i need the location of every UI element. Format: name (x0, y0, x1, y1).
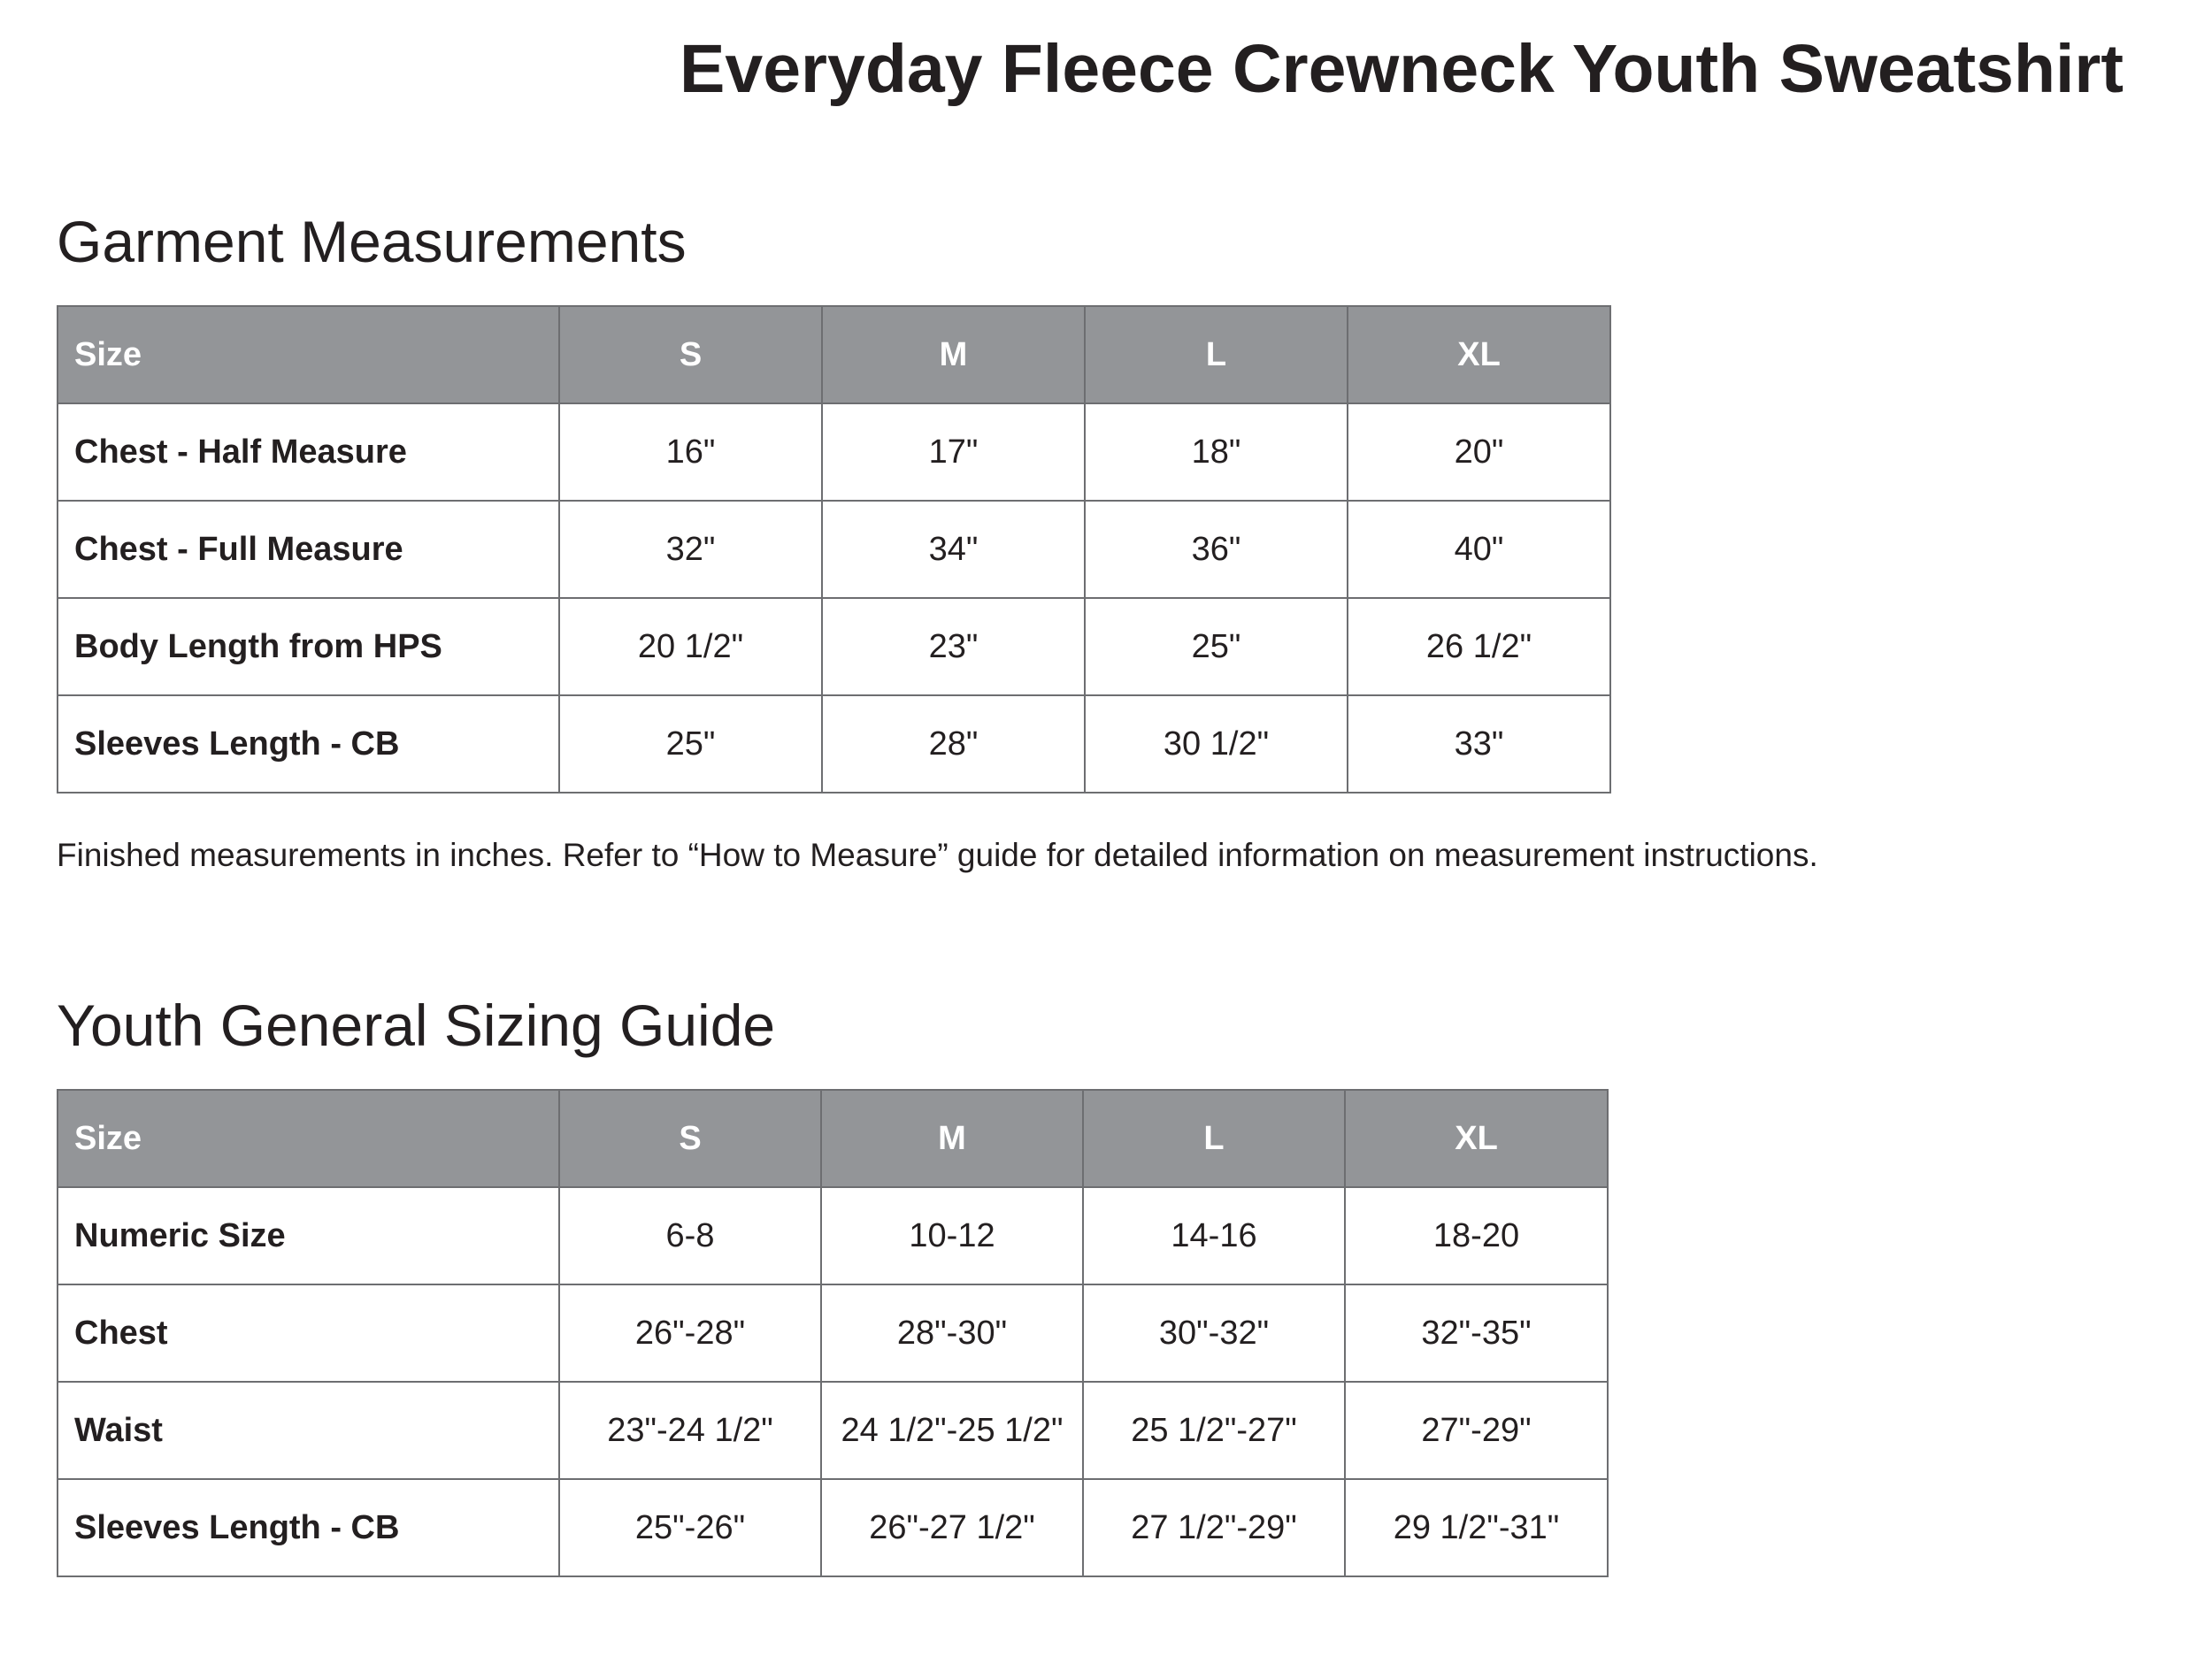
column-header-size: Size (58, 306, 559, 403)
table-cell: 28" (822, 695, 1085, 793)
table-row (58, 1284, 1608, 1382)
youth-sizing-guide-table (57, 1089, 1609, 1577)
table-row (58, 501, 1610, 598)
table-header-row (58, 1090, 1608, 1187)
table-cell: 26 1/2" (1348, 598, 1610, 695)
table-row (58, 695, 1610, 793)
row-label: Chest - Half Measure (58, 403, 559, 501)
column-header-m: M (822, 306, 1085, 403)
table-cell: 24 1/2"-25 1/2" (821, 1382, 1083, 1479)
column-header-s: S (559, 1090, 821, 1187)
row-label: Sleeves Length - CB (58, 1479, 559, 1576)
table-cell: 34" (822, 501, 1085, 598)
column-header-m: M (821, 1090, 1083, 1187)
row-label: Numeric Size (58, 1187, 559, 1284)
youth-sizing-guide-heading: Youth General Sizing Guide (57, 993, 776, 1058)
table-cell: 17" (822, 403, 1085, 501)
row-label: Chest - Full Measure (58, 501, 559, 598)
table-cell: 32" (559, 501, 822, 598)
row-label: Body Length from HPS (58, 598, 559, 695)
table-cell: 20 1/2" (559, 598, 822, 695)
table-cell: 18-20 (1345, 1187, 1608, 1284)
table-cell: 14-16 (1083, 1187, 1345, 1284)
table-cell: 29 1/2"-31" (1345, 1479, 1608, 1576)
table-cell: 23" (822, 598, 1085, 695)
table-cell: 23"-24 1/2" (559, 1382, 821, 1479)
row-label: Chest (58, 1284, 559, 1382)
table-cell: 20" (1348, 403, 1610, 501)
table-cell: 25" (1085, 598, 1348, 695)
table-cell: 30 1/2" (1085, 695, 1348, 793)
table-cell: 27 1/2"-29" (1083, 1479, 1345, 1576)
table-row (58, 598, 1610, 695)
table-cell: 40" (1348, 501, 1610, 598)
measurement-footnote: Finished measurements in inches. Refer to “How to Measure” guide for detailed information on measurement instructions. (57, 837, 1818, 873)
table-cell: 33" (1348, 695, 1610, 793)
table-cell: 28"-30" (821, 1284, 1083, 1382)
table-cell: 26"-27 1/2" (821, 1479, 1083, 1576)
table-cell: 25" (559, 695, 822, 793)
garment-measurements-table (57, 305, 1611, 794)
column-header-xl: XL (1345, 1090, 1608, 1187)
table-cell: 18" (1085, 403, 1348, 501)
table-cell: 30"-32" (1083, 1284, 1345, 1382)
table-cell: 25"-26" (559, 1479, 821, 1576)
column-header-l: L (1085, 306, 1348, 403)
column-header-xl: XL (1348, 306, 1610, 403)
column-header-size: Size (58, 1090, 559, 1187)
table-row (58, 1382, 1608, 1479)
table-header-row (58, 306, 1610, 403)
table-row (58, 1187, 1608, 1284)
table-cell: 36" (1085, 501, 1348, 598)
table-cell: 25 1/2"-27" (1083, 1382, 1345, 1479)
table-cell: 6-8 (559, 1187, 821, 1284)
table-cell: 26"-28" (559, 1284, 821, 1382)
table-cell: 27"-29" (1345, 1382, 1608, 1479)
table-cell: 10-12 (821, 1187, 1083, 1284)
table-row (58, 403, 1610, 501)
row-label: Waist (58, 1382, 559, 1479)
column-header-s: S (559, 306, 822, 403)
row-label: Sleeves Length - CB (58, 695, 559, 793)
column-header-l: L (1083, 1090, 1345, 1187)
table-cell: 32"-35" (1345, 1284, 1608, 1382)
table-cell: 16" (559, 403, 822, 501)
table-row (58, 1479, 1608, 1576)
garment-measurements-heading: Garment Measurements (57, 209, 687, 274)
page-title: Everyday Fleece Crewneck Youth Sweatshirt (680, 31, 2124, 107)
